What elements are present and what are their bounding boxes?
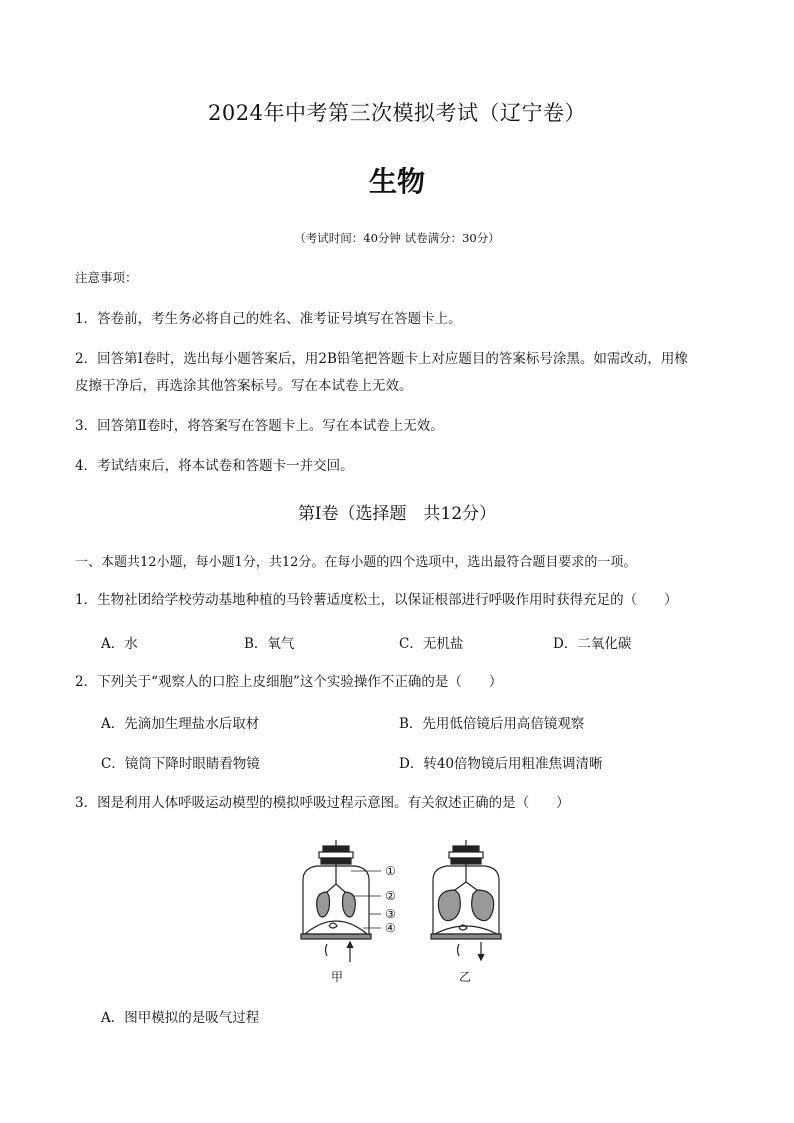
question-2-option-b: B．先用低倍镜后用高倍镜观察 (399, 716, 585, 732)
section-instruction: 一、本题共12小题，每小题1分，共12分。在每小题的四个选项中，选出最符合题目要求的一项。 (75, 555, 637, 570)
exam-info: （考试时间：40分钟 试卷满分：30分） (294, 231, 500, 245)
note-item-3: 3．回答第Ⅱ卷时，将答案写在答题卡上。写在本试卷上无效。 (75, 418, 444, 434)
question-3-stem: 3．图是利用人体呼吸运动模型的模拟呼吸过程示意图。有关叙述正确的是（ ） (75, 795, 570, 811)
breathing-model-figure (295, 838, 505, 988)
breathing-model-diagram (295, 838, 505, 988)
note-item-4: 4．考试结束后，将本试卷和答题卡一并交回。 (75, 458, 354, 474)
figure-caption-yi: 乙 (459, 970, 472, 984)
figure-label-4: ④ (385, 921, 396, 935)
model-jia (301, 840, 371, 962)
figure-caption-jia: 甲 (331, 970, 344, 984)
question-2-option-d: D．转40倍物镜后用粗准焦调清晰 (399, 756, 603, 772)
figure-label-2: ② (385, 889, 396, 903)
note-item-2: 2．回答第Ⅰ卷时，选出每小题答案后，用2B铅笔把答题卡上对应题目的答案标号涂黑。如需改动，用橡 (75, 351, 688, 367)
notes-title: 注意事项： (75, 270, 138, 285)
note-item-2-cont: 皮擦干净后，再选涂其他答案标号。写在本试卷上无效。 (75, 378, 413, 394)
question-1-stem: 1．生物社团给学校劳动基地种植的马铃薯适度松土，以保证根部进行呼吸作用时获得充足的（ ） (75, 592, 678, 608)
note-item-1: 1．答卷前，考生务必将自己的姓名、准考证号填写在答题卡上。 (75, 311, 462, 327)
figure-label-1: ① (385, 864, 396, 878)
subject-title: 生物 (368, 165, 425, 198)
question-1-option-d: D．二氧化碳 (553, 636, 632, 652)
question-1-option-c: C．无机盐 (399, 636, 464, 652)
question-2-option-c: C．镜筒下降时眼睛看物镜 (101, 756, 260, 772)
figure-label-3: ③ (385, 907, 396, 921)
section-title: 第Ⅰ卷（选择题 共12分） (297, 504, 497, 524)
exam-title: 2024年中考第三次模拟考试（辽宁卷） (208, 101, 586, 125)
question-3-option-a: A．图甲模拟的是吸气过程 (101, 1010, 260, 1026)
question-1-option-b: B．氧气 (244, 636, 295, 652)
question-1-option-a: A．水 (101, 636, 138, 652)
model-yi (431, 840, 501, 960)
question-2-option-a: A．先滴加生理盐水后取材 (101, 716, 260, 732)
question-2-stem: 2．下列关于“观察人的口腔上皮细胞”这个实验操作不正确的是（ ） (75, 674, 503, 690)
